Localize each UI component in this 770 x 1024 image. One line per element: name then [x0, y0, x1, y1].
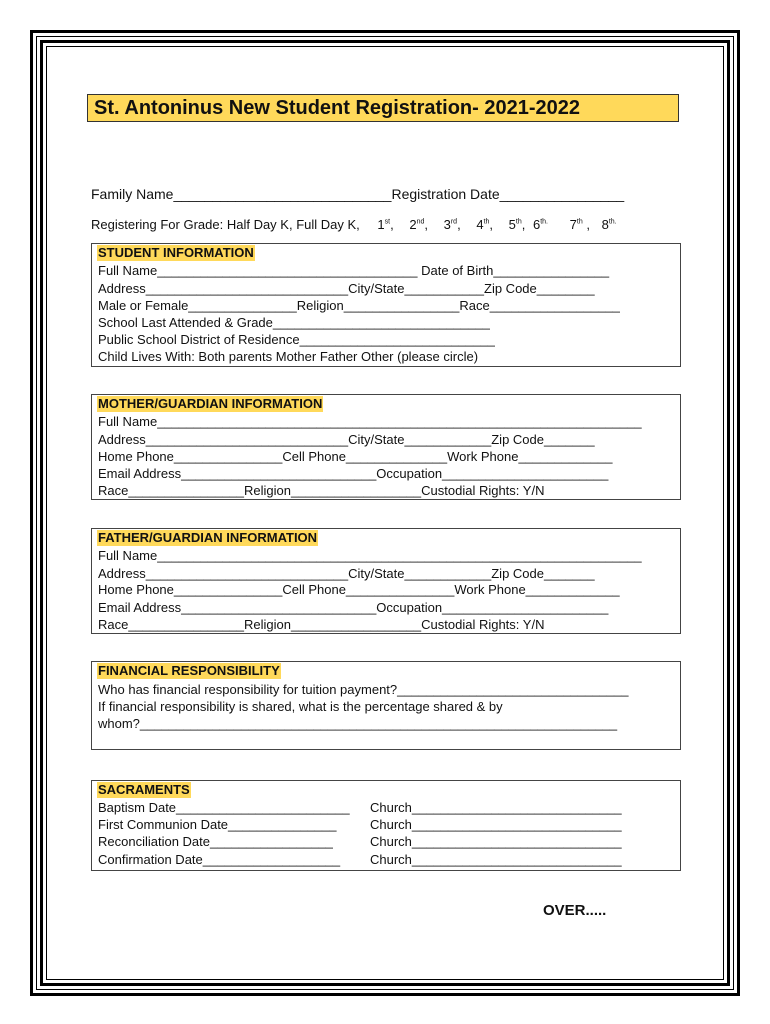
father-phone-row[interactable]: Home Phone_______________Cell Phone_______________Work Phone_____________ [98, 582, 620, 597]
mother-address-row[interactable]: Address____________________________City/State____________Zip Code_______ [98, 432, 595, 447]
financial-title: FINANCIAL RESPONSIBILITY [98, 663, 280, 678]
communion-date-row[interactable]: First Communion Date_______________ [98, 817, 337, 832]
confirmation-date-row[interactable]: Confirmation Date___________________ [98, 852, 341, 867]
mother-phone-row[interactable]: Home Phone_______________Cell Phone______________Work Phone_____________ [98, 449, 613, 464]
mother-info-title: MOTHER/GUARDIAN INFORMATION [98, 396, 323, 411]
student-address-row[interactable]: Address____________________________City/State___________Zip Code________ [98, 281, 595, 296]
grade-option-5[interactable]: 5th, [508, 217, 526, 232]
confirmation-church-row[interactable]: Church_____________________________ [370, 852, 622, 867]
baptism-church-row[interactable]: Church_____________________________ [370, 800, 622, 815]
grade-option-7[interactable]: 7th , [569, 217, 590, 232]
grade-selector [91, 217, 617, 232]
father-race-row[interactable]: Race________________Religion__________________Custodial Rights: Y/N [98, 617, 545, 632]
grade-option-3[interactable]: 3rd, [443, 217, 461, 232]
student-info-title: STUDENT INFORMATION [98, 245, 254, 260]
father-info-title: FATHER/GUARDIAN INFORMATION [98, 530, 318, 545]
mother-full-name-row[interactable]: Full Name___________________________________________________________________ [98, 414, 642, 429]
student-district-row[interactable]: Public School District of Residence___________________________ [98, 332, 495, 347]
student-school-row[interactable]: School Last Attended & Grade______________________________ [98, 315, 490, 330]
mother-email-row[interactable]: Email Address___________________________Occupation_______________________ [98, 466, 609, 481]
communion-church-row[interactable]: Church_____________________________ [370, 817, 622, 832]
student-full-name-row[interactable]: Full Name____________________________________ Date of Birth________________ [98, 263, 610, 278]
family-name-field[interactable]: Family Name____________________________Registration Date________________ [91, 186, 625, 202]
mother-race-row[interactable]: Race________________Religion__________________Custodial Rights: Y/N [98, 483, 545, 498]
student-lives-with-row[interactable]: Child Lives With: Both parents Mother Father Other (please circle) [98, 349, 479, 364]
financial-whom-row[interactable]: whom?__________________________________________________________________ [98, 716, 618, 731]
reconciliation-church-row[interactable]: Church_____________________________ [370, 834, 622, 849]
grade-option-2[interactable]: 2nd, [409, 217, 428, 232]
grade-option-6[interactable]: $6^{th.}$ [532, 217, 549, 232]
father-address-row[interactable]: Address____________________________City/State____________Zip Code_______ [98, 566, 595, 581]
father-email-row[interactable]: Email Address___________________________Occupation_______________________ [98, 600, 609, 615]
over-note: OVER..... [543, 902, 607, 919]
reconciliation-date-row[interactable]: Reconciliation Date_________________ [98, 834, 333, 849]
grade-option-8[interactable]: $8^{th.}$ [601, 217, 617, 232]
grade-option-4[interactable]: 4th, [476, 217, 494, 232]
baptism-date-row[interactable]: Baptism Date________________________ [98, 800, 350, 815]
form-title: St. Antoninus New Student Registration- 2021-2022 [87, 94, 679, 122]
father-full-name-row[interactable]: Full Name___________________________________________________________________ [98, 548, 642, 563]
financial-who-row[interactable]: Who has financial responsibility for tuition payment?________________________________ [98, 682, 629, 697]
student-gender-row[interactable]: Male or Female_______________Religion________________Race__________________ [98, 298, 620, 313]
grade-option-1[interactable]: 1st, [377, 217, 394, 232]
financial-shared-row: If financial responsibility is shared, what is the percentage shared & by [98, 699, 503, 714]
sacraments-title: SACRAMENTS [98, 782, 190, 797]
grade-label: Registering For Grade: Half Day K, Full Day K, [91, 217, 360, 232]
